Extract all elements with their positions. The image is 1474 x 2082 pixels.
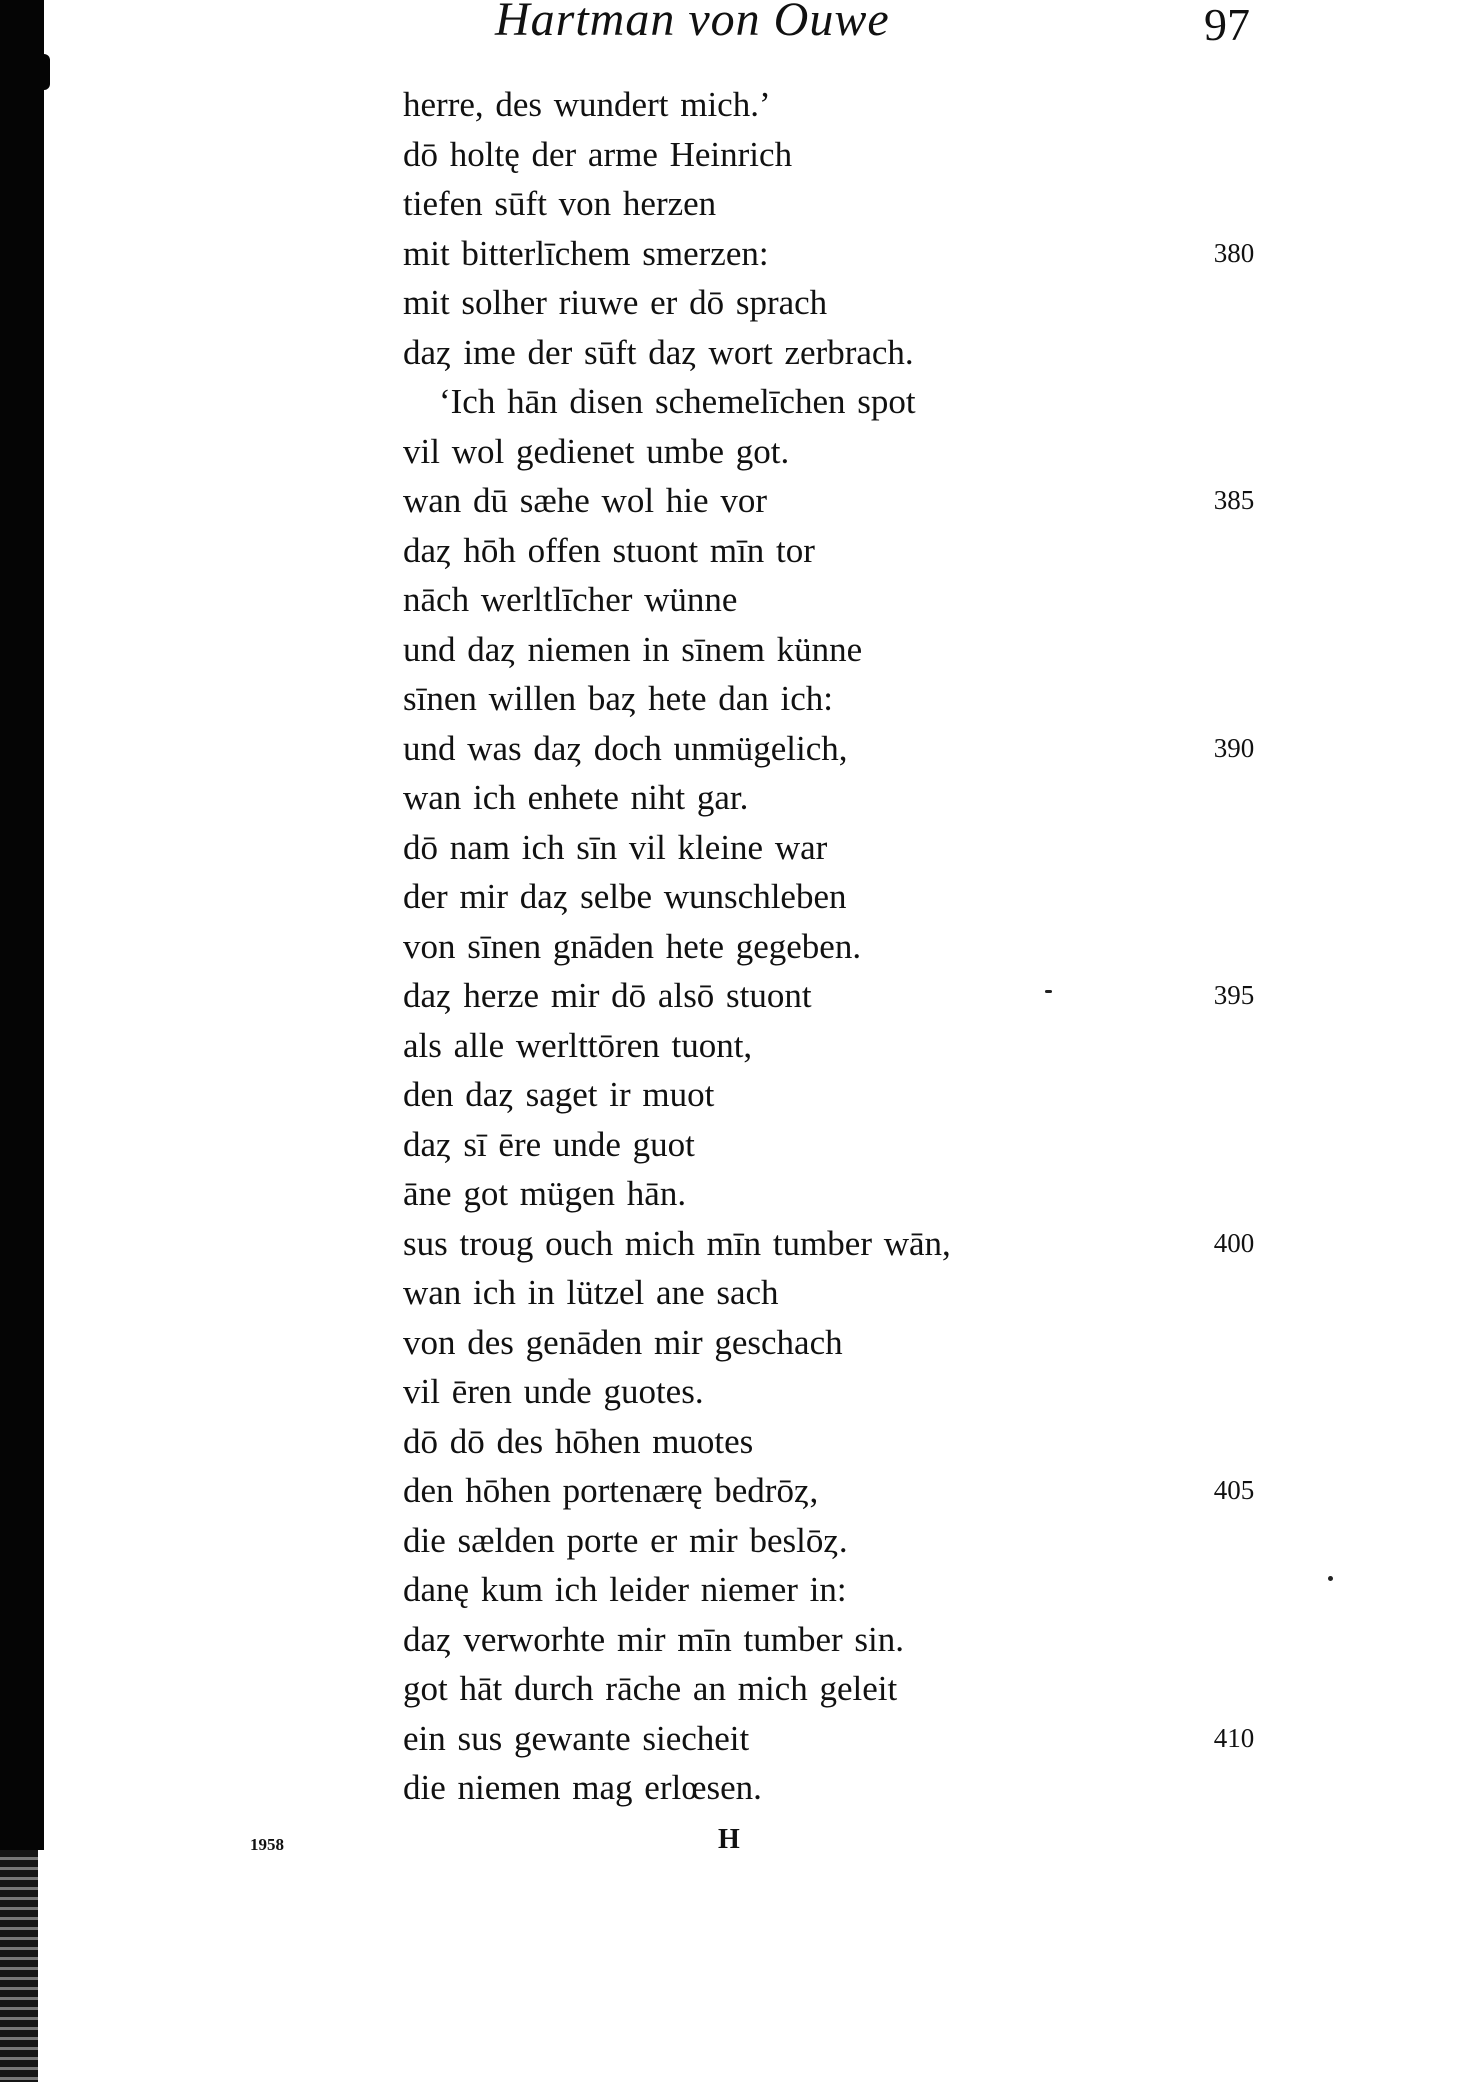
binding-edge-lower bbox=[0, 1850, 38, 2082]
verse-line: dō dō des hōhen muotes bbox=[403, 1421, 754, 1461]
verse-line: āne got mügen hān. bbox=[403, 1174, 687, 1213]
verse-line: die niemen mag erlœsen. bbox=[403, 1768, 762, 1807]
verse-line: mit bitterlīchem smerzen: bbox=[403, 233, 769, 273]
line-number: 410 bbox=[1213, 1722, 1255, 1753]
binding-notch bbox=[44, 54, 50, 90]
verse-line: sīnen willen baȥ hete dan ich: bbox=[403, 679, 833, 718]
verse-line: sus troug ouch mich mīn tumber wān, bbox=[403, 1223, 951, 1263]
running-title: Hartman von Ouwe bbox=[495, 0, 890, 46]
verse-line: ein sus gewante siecheit bbox=[403, 1718, 750, 1758]
verse-line: vil wol gedienet umbe got. bbox=[403, 431, 790, 471]
verse-line: dō holtę der arme Heinrich bbox=[403, 134, 793, 174]
line-number: 380 bbox=[1213, 237, 1255, 268]
verse-line: herre, des wundert mich.’ bbox=[403, 85, 771, 124]
verse-line: wan ich enhete niht gar. bbox=[403, 778, 749, 817]
verse-line: mit solher riuwe er dō sprach bbox=[403, 283, 828, 322]
verse-line: der mir daȥ selbe wunschleben bbox=[403, 877, 847, 916]
verse-line: danę kum ich leider niemer in: bbox=[403, 1570, 847, 1609]
binding-edge bbox=[0, 0, 44, 1850]
verse-line: die sælden porte er mir beslōȥ. bbox=[403, 1520, 848, 1560]
printer-signature: 1958 bbox=[250, 1835, 284, 1854]
line-number: 400 bbox=[1213, 1227, 1255, 1258]
verse-line: und daȥ niemen in sīnem künne bbox=[403, 629, 863, 669]
verse-line: und was daȥ doch unmügelich, bbox=[403, 728, 848, 768]
verse-line: den daȥ saget ir muot bbox=[403, 1075, 715, 1114]
verse-line: wan dū sæhe wol hie vor bbox=[403, 481, 767, 520]
verse-line: daȥ sī ēre unde guot bbox=[403, 1124, 695, 1164]
verse-line: dō nam ich sīn vil kleine war bbox=[403, 827, 828, 867]
verse-line: daȥ hōh offen stuont mīn tor bbox=[403, 530, 815, 570]
verse-line: von sīnen gnāden hete gegeben. bbox=[403, 926, 862, 966]
line-number: 390 bbox=[1213, 732, 1255, 763]
verse-line: wan ich in lützel ane sach bbox=[403, 1273, 779, 1312]
ink-speck bbox=[1045, 990, 1052, 993]
poem-text bbox=[403, 80, 1223, 1813]
verse-line: nāch werltlīcher wünne bbox=[403, 580, 738, 619]
verse-line: von des genāden mir geschach bbox=[403, 1322, 843, 1362]
verse-line: daȥ ime der sūft daȥ wort zerbrach. bbox=[403, 332, 914, 372]
verse-line: tiefen sūft von herzen bbox=[403, 184, 717, 223]
page-number: 97 bbox=[1204, 0, 1250, 50]
line-number: 395 bbox=[1213, 980, 1255, 1010]
ink-speck bbox=[1328, 1576, 1333, 1581]
verse-line: als alle werlttōren tuont, bbox=[403, 1025, 753, 1065]
verse-line: daȥ herze mir dō alsō stuont bbox=[403, 976, 812, 1015]
gathering-mark: H bbox=[718, 1824, 740, 1855]
verse-line: den hōhen portenærę bedrōȥ, bbox=[403, 1471, 819, 1510]
verse-line: daȥ verworhte mir mīn tumber sin. bbox=[403, 1619, 904, 1659]
verse-line: vil ēren unde guotes. bbox=[403, 1372, 704, 1411]
line-number: 385 bbox=[1213, 485, 1255, 515]
line-number: 405 bbox=[1213, 1475, 1255, 1505]
verse-line: ‘Ich hān disen schemelīchen spot bbox=[439, 382, 916, 421]
verse-line: got hāt durch rāche an mich geleit bbox=[403, 1669, 898, 1708]
